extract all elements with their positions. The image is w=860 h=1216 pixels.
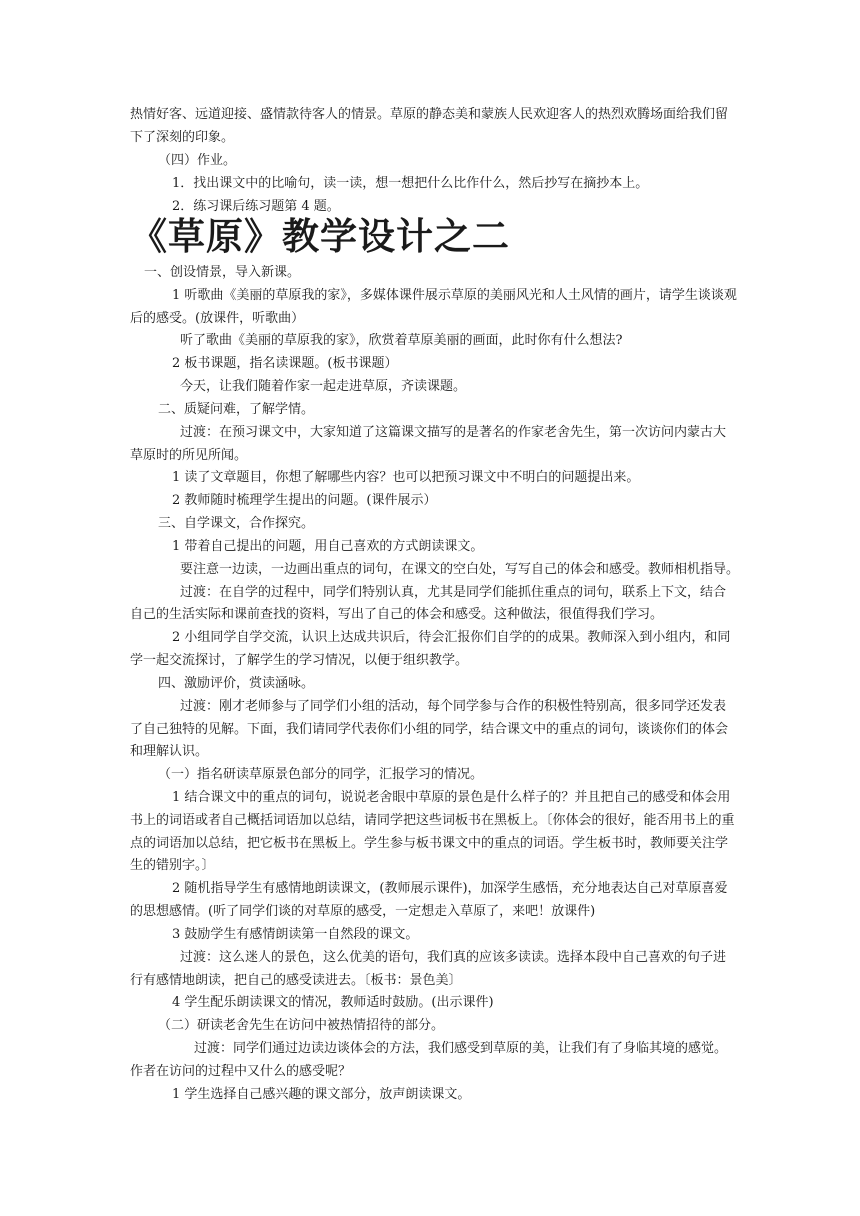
text-line: 过渡：在预习课文中，大家知道了这篇课文描写的是著名的作家老舍先生，第一次访问内蒙古大 — [180, 425, 727, 440]
text-line: （四）作业。 — [158, 153, 237, 168]
text-line: 书上的词语或者自己概括词语加以总结，请同学把这些词板书在黑板上。〔你体会的很好，能否用书上的重 — [130, 813, 735, 828]
section-heading: 一、创设情景，导入新课。 — [144, 265, 301, 280]
text-line: 1．找出课文中的比喻句，读一读，想一想把什么比作什么，然后抄写在摘抄本上。 — [172, 176, 649, 191]
document-title: 《草原》教学设计之二 — [130, 214, 510, 258]
subsection-heading: （一）指名研读草原景色部分的同学，汇报学习的情况。 — [158, 767, 484, 782]
section-heading: 二、质疑问难，了解学情。 — [158, 402, 315, 417]
text-line: 4 学生配乐朗读课文的情况，教师适时鼓励。(出示课件) — [172, 995, 494, 1010]
text-line: 过渡：同学们通过边读边谈体会的方法，我们感受到草原的美，让我们有了身临其境的感觉。 — [194, 1041, 728, 1056]
text-line: 自己的生活实际和课前查找的资料，写出了自己的体会和感受。这种做法，很值得我们学习。 — [130, 607, 664, 622]
text-line: 草原时的所见所闻。 — [130, 448, 248, 463]
text-line: 作者在访问的过程中又什么的感受呢？ — [130, 1064, 352, 1079]
text-line: 听了歌曲《美丽的草原我的家》，欣赏着草原美丽的画面，此时你有什么想法? — [180, 333, 623, 348]
text-line: 行有感情地朗读，把自己的感受读进去。〔板书：景色美〕 — [130, 973, 462, 988]
text-line: 3 鼓励学生有感情朗读第一自然段的课文。 — [172, 927, 419, 942]
text-line: 1 学生选择自己感兴趣的课文部分，放声朗读课文。 — [172, 1087, 471, 1102]
text-line: 了自己独特的见解。下面，我们请同学代表你们小组的同学，结合课文中的重点的词句，谈谈你们的体会 — [130, 722, 729, 737]
text-line: 2 教师随时梳理学生提出的问题。(课件展示） — [172, 493, 437, 508]
text-line: 2 随机指导学生有感情地朗读课文，(教师展示课件)，加深学生感悟，充分地表达自己对草原喜爱 — [172, 881, 728, 896]
text-line: 2 板书课题，指名读课题。(板书课题） — [172, 356, 398, 371]
text-line: 要注意一边读，一边画出重点的词句，在课文的空白处，写写自己的体会和感受。教师相机指导。 — [180, 562, 740, 577]
text-line: 1 读了文章题目，你想了解哪些内容？也可以把预习课文中不明白的问题提出来。 — [172, 470, 640, 485]
text-line: 点的词语加以总结，把它板书在黑板上。学生参与板书课文中的重点的词语。学生板书时，教师要关注学 — [130, 836, 729, 851]
text-line: 过渡：这么迷人的景色，这么优美的语句，我们真的应该多读读。选择本段中自己喜欢的句子进 — [180, 950, 727, 965]
text-line: 今天，让我们随着作家一起走进草原，齐读课题。 — [180, 379, 467, 394]
text-line: 1 带着自己提出的问题，用自己喜欢的方式朗读课文。 — [172, 539, 484, 554]
section-heading: 四、激励评价，赏读涵咏。 — [158, 676, 315, 691]
text-line: 热情好客、远道迎接、盛情款待客人的情景。草原的静态美和蒙族人民欢迎客人的热烈欢腾场面给我们留 — [130, 107, 729, 122]
text-line: 1 听歌曲《美丽的草原我的家》，多媒体课件展示草原的美丽风光和人土风情的画片，请学生谈谈观 — [172, 288, 737, 303]
text-line: 2．练习课后练习题第 4 题。 — [172, 199, 340, 214]
text-line: 1 结合课文中的重点的词句，说说老舍眼中草原的景色是什么样子的？并且把自己的感受和体会用 — [172, 790, 731, 805]
text-line: 和理解认识。 — [130, 744, 209, 759]
subsection-heading: （二）研读老舍先生在访问中被热情招待的部分。 — [158, 1018, 445, 1033]
section-heading: 三、自学课文，合作探究。 — [158, 516, 315, 531]
text-line: 生的错别字。〕 — [130, 858, 215, 873]
text-line: 过渡：刚才老师参与了同学们小组的活动，每个同学参与合作的积极性特别高，很多同学还发表 — [180, 699, 727, 714]
text-line: 下了深刻的印象。 — [130, 130, 235, 145]
text-line: 过渡：在自学的过程中，同学们特别认真，尤其是同学们能抓住重点的词句，联系上下文，结合 — [180, 585, 727, 600]
text-line: 后的感受。(放课件，听歌曲） — [130, 311, 305, 326]
text-line: 的思想感情。(听了同学们谈的对草原的感受，一定想走入草原了，来吧！放课件) — [130, 904, 596, 919]
text-line: 2 小组同学自学交流，认识上达成共识后，待会汇报你们自学的的成果。教师深入到小组内，和同 — [172, 630, 731, 645]
text-line: 学一起交流探讨，了解学生的学习情况，以便于组织教学。 — [130, 653, 469, 668]
